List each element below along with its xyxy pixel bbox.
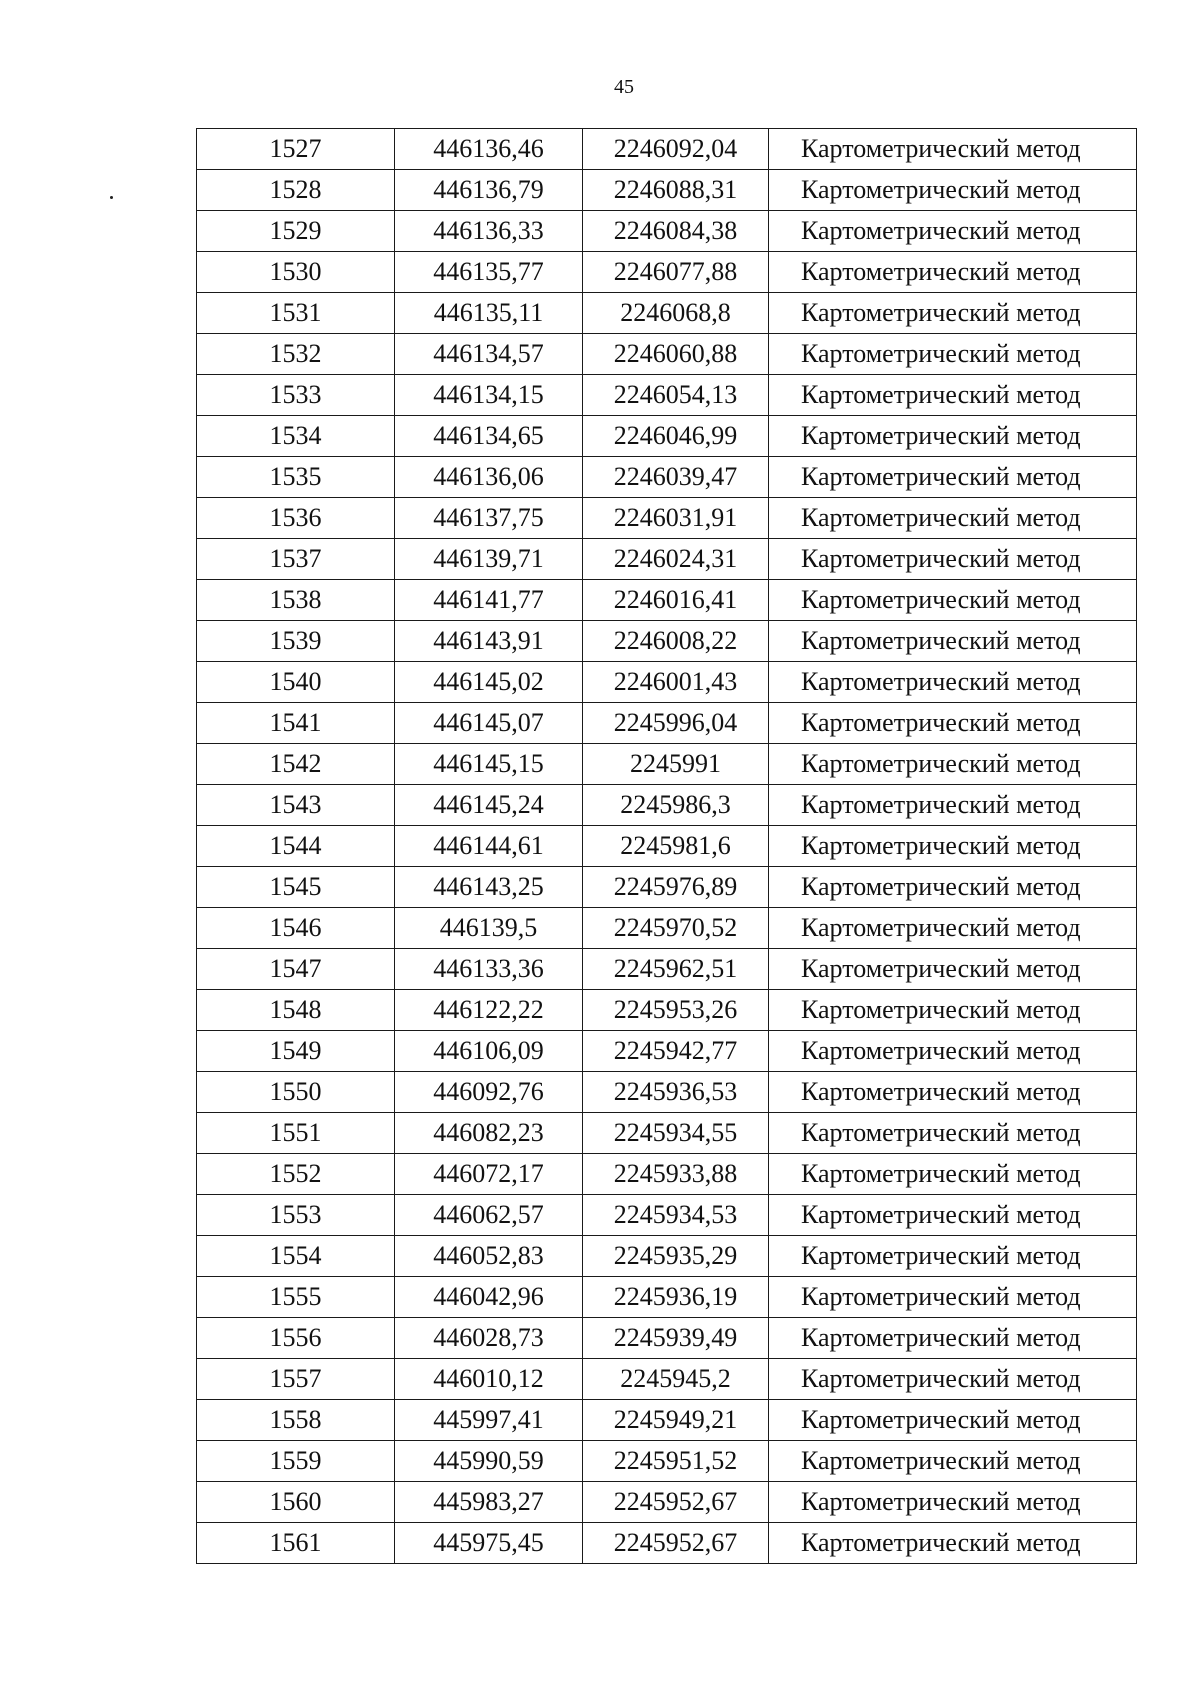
x-coordinate-cell: 446134,15 — [395, 375, 583, 416]
point-number-cell: 1545 — [197, 867, 395, 908]
table-row — [197, 211, 1137, 252]
y-coordinate-cell: 2245934,55 — [583, 1113, 769, 1154]
x-coordinate-cell: 446143,91 — [395, 621, 583, 662]
point-number-cell: 1546 — [197, 908, 395, 949]
method-cell: Картометрический метод — [769, 1072, 1137, 1113]
y-coordinate-cell: 2246084,38 — [583, 211, 769, 252]
y-coordinate-cell: 2246068,8 — [583, 293, 769, 334]
x-coordinate-cell: 446092,76 — [395, 1072, 583, 1113]
point-number-cell: 1536 — [197, 498, 395, 539]
method-cell: Картометрический метод — [769, 621, 1137, 662]
method-cell: Картометрический метод — [769, 1236, 1137, 1277]
table-row — [197, 293, 1137, 334]
table-row — [197, 621, 1137, 662]
table-row — [197, 867, 1137, 908]
x-coordinate-cell: 446106,09 — [395, 1031, 583, 1072]
point-number-cell: 1548 — [197, 990, 395, 1031]
table-row — [197, 1072, 1137, 1113]
x-coordinate-cell: 446082,23 — [395, 1113, 583, 1154]
y-coordinate-cell: 2245970,52 — [583, 908, 769, 949]
y-coordinate-cell: 2245991 — [583, 744, 769, 785]
x-coordinate-cell: 446133,36 — [395, 949, 583, 990]
method-cell: Картометрический метод — [769, 990, 1137, 1031]
x-coordinate-cell: 446139,71 — [395, 539, 583, 580]
x-coordinate-cell: 446010,12 — [395, 1359, 583, 1400]
method-cell: Картометрический метод — [769, 703, 1137, 744]
point-number-cell: 1527 — [197, 129, 395, 170]
table-row — [197, 1523, 1137, 1564]
point-number-cell: 1556 — [197, 1318, 395, 1359]
table-row — [197, 949, 1137, 990]
x-coordinate-cell: 446136,06 — [395, 457, 583, 498]
method-cell: Картометрический метод — [769, 416, 1137, 457]
method-cell: Картометрический метод — [769, 252, 1137, 293]
method-cell: Картометрический метод — [769, 1277, 1137, 1318]
table-row — [197, 1482, 1137, 1523]
method-cell: Картометрический метод — [769, 949, 1137, 990]
y-coordinate-cell: 2245933,88 — [583, 1154, 769, 1195]
table-row — [197, 1318, 1137, 1359]
y-coordinate-cell: 2245949,21 — [583, 1400, 769, 1441]
point-number-cell: 1550 — [197, 1072, 395, 1113]
x-coordinate-cell: 446145,07 — [395, 703, 583, 744]
table-row — [197, 416, 1137, 457]
table-row — [197, 1195, 1137, 1236]
point-number-cell: 1533 — [197, 375, 395, 416]
point-number-cell: 1553 — [197, 1195, 395, 1236]
point-number-cell: 1528 — [197, 170, 395, 211]
x-coordinate-cell: 446139,5 — [395, 908, 583, 949]
method-cell: Картометрический метод — [769, 1400, 1137, 1441]
x-coordinate-cell: 446136,33 — [395, 211, 583, 252]
point-number-cell: 1547 — [197, 949, 395, 990]
y-coordinate-cell: 2246024,31 — [583, 539, 769, 580]
x-coordinate-cell: 446145,15 — [395, 744, 583, 785]
point-number-cell: 1557 — [197, 1359, 395, 1400]
table-row — [197, 539, 1137, 580]
point-number-cell: 1532 — [197, 334, 395, 375]
table-row — [197, 1359, 1137, 1400]
y-coordinate-cell: 2246046,99 — [583, 416, 769, 457]
table-row — [197, 990, 1137, 1031]
method-cell: Картометрический метод — [769, 867, 1137, 908]
x-coordinate-cell: 445990,59 — [395, 1441, 583, 1482]
table-row — [197, 252, 1137, 293]
table-row — [197, 457, 1137, 498]
table-row — [197, 662, 1137, 703]
table-row — [197, 1031, 1137, 1072]
method-cell: Картометрический метод — [769, 1195, 1137, 1236]
x-coordinate-cell: 446136,79 — [395, 170, 583, 211]
x-coordinate-cell: 445997,41 — [395, 1400, 583, 1441]
y-coordinate-cell: 2245986,3 — [583, 785, 769, 826]
x-coordinate-cell: 446135,77 — [395, 252, 583, 293]
method-cell: Картометрический метод — [769, 1359, 1137, 1400]
point-number-cell: 1543 — [197, 785, 395, 826]
method-cell: Картометрический метод — [769, 293, 1137, 334]
table-row — [197, 908, 1137, 949]
point-number-cell: 1541 — [197, 703, 395, 744]
x-coordinate-cell: 446145,02 — [395, 662, 583, 703]
x-coordinate-cell: 446145,24 — [395, 785, 583, 826]
table-row — [197, 1154, 1137, 1195]
table-row — [197, 1277, 1137, 1318]
y-coordinate-cell: 2245936,19 — [583, 1277, 769, 1318]
point-number-cell: 1549 — [197, 1031, 395, 1072]
x-coordinate-cell: 446144,61 — [395, 826, 583, 867]
method-cell: Картометрический метод — [769, 908, 1137, 949]
method-cell: Картометрический метод — [769, 826, 1137, 867]
method-cell: Картометрический метод — [769, 211, 1137, 252]
table-row — [197, 1236, 1137, 1277]
y-coordinate-cell: 2245939,49 — [583, 1318, 769, 1359]
y-coordinate-cell: 2245952,67 — [583, 1523, 769, 1564]
method-cell: Картометрический метод — [769, 1441, 1137, 1482]
table-row — [197, 1400, 1137, 1441]
y-coordinate-cell: 2245951,52 — [583, 1441, 769, 1482]
point-number-cell: 1552 — [197, 1154, 395, 1195]
point-number-cell: 1538 — [197, 580, 395, 621]
y-coordinate-cell: 2246060,88 — [583, 334, 769, 375]
y-coordinate-cell: 2246016,41 — [583, 580, 769, 621]
table-row — [197, 498, 1137, 539]
point-number-cell: 1530 — [197, 252, 395, 293]
x-coordinate-cell: 446042,96 — [395, 1277, 583, 1318]
point-number-cell: 1531 — [197, 293, 395, 334]
method-cell: Картометрический метод — [769, 170, 1137, 211]
point-number-cell: 1554 — [197, 1236, 395, 1277]
x-coordinate-cell: 445975,45 — [395, 1523, 583, 1564]
y-coordinate-cell: 2246001,43 — [583, 662, 769, 703]
x-coordinate-cell: 446072,17 — [395, 1154, 583, 1195]
y-coordinate-cell: 2246031,91 — [583, 498, 769, 539]
method-cell: Картометрический метод — [769, 580, 1137, 621]
method-cell: Картометрический метод — [769, 1318, 1137, 1359]
y-coordinate-cell: 2246088,31 — [583, 170, 769, 211]
point-number-cell: 1529 — [197, 211, 395, 252]
method-cell: Картометрический метод — [769, 744, 1137, 785]
table-row — [197, 785, 1137, 826]
table-row — [197, 170, 1137, 211]
method-cell: Картометрический метод — [769, 662, 1137, 703]
y-coordinate-cell: 2245945,2 — [583, 1359, 769, 1400]
table-row — [197, 1441, 1137, 1482]
point-number-cell: 1544 — [197, 826, 395, 867]
y-coordinate-cell: 2246077,88 — [583, 252, 769, 293]
method-cell: Картометрический метод — [769, 334, 1137, 375]
method-cell: Картометрический метод — [769, 457, 1137, 498]
table-row — [197, 375, 1137, 416]
method-cell: Картометрический метод — [769, 1113, 1137, 1154]
point-number-cell: 1551 — [197, 1113, 395, 1154]
y-coordinate-cell: 2245942,77 — [583, 1031, 769, 1072]
y-coordinate-cell: 2245996,04 — [583, 703, 769, 744]
y-coordinate-cell: 2246008,22 — [583, 621, 769, 662]
x-coordinate-cell: 445983,27 — [395, 1482, 583, 1523]
x-coordinate-cell: 446137,75 — [395, 498, 583, 539]
point-number-cell: 1537 — [197, 539, 395, 580]
point-number-cell: 1542 — [197, 744, 395, 785]
method-cell: Картометрический метод — [769, 1523, 1137, 1564]
x-coordinate-cell: 446141,77 — [395, 580, 583, 621]
table-row — [197, 703, 1137, 744]
y-coordinate-cell: 2245981,6 — [583, 826, 769, 867]
point-number-cell: 1535 — [197, 457, 395, 498]
x-coordinate-cell: 446134,57 — [395, 334, 583, 375]
method-cell: Картометрический метод — [769, 375, 1137, 416]
point-number-cell: 1560 — [197, 1482, 395, 1523]
y-coordinate-cell: 2246039,47 — [583, 457, 769, 498]
table-row — [197, 1113, 1137, 1154]
method-cell: Картометрический метод — [769, 1482, 1137, 1523]
scan-speck — [110, 196, 113, 199]
point-number-cell: 1561 — [197, 1523, 395, 1564]
y-coordinate-cell: 2245976,89 — [583, 867, 769, 908]
y-coordinate-cell: 2246054,13 — [583, 375, 769, 416]
table-row — [197, 129, 1137, 170]
x-coordinate-cell: 446143,25 — [395, 867, 583, 908]
y-coordinate-cell: 2245936,53 — [583, 1072, 769, 1113]
point-number-cell: 1534 — [197, 416, 395, 457]
y-coordinate-cell: 2245935,29 — [583, 1236, 769, 1277]
x-coordinate-cell: 446062,57 — [395, 1195, 583, 1236]
coordinates-table — [196, 128, 1137, 1564]
method-cell: Картометрический метод — [769, 129, 1137, 170]
x-coordinate-cell: 446135,11 — [395, 293, 583, 334]
y-coordinate-cell: 2245953,26 — [583, 990, 769, 1031]
x-coordinate-cell: 446134,65 — [395, 416, 583, 457]
table-row — [197, 580, 1137, 621]
y-coordinate-cell: 2245934,53 — [583, 1195, 769, 1236]
x-coordinate-cell: 446122,22 — [395, 990, 583, 1031]
point-number-cell: 1558 — [197, 1400, 395, 1441]
table-row — [197, 334, 1137, 375]
table-row — [197, 826, 1137, 867]
page-number: 45 — [614, 76, 634, 98]
point-number-cell: 1559 — [197, 1441, 395, 1482]
y-coordinate-cell: 2246092,04 — [583, 129, 769, 170]
method-cell: Картометрический метод — [769, 539, 1137, 580]
coordinates-table-body — [197, 129, 1137, 1564]
x-coordinate-cell: 446052,83 — [395, 1236, 583, 1277]
y-coordinate-cell: 2245952,67 — [583, 1482, 769, 1523]
method-cell: Картометрический метод — [769, 785, 1137, 826]
point-number-cell: 1540 — [197, 662, 395, 703]
x-coordinate-cell: 446028,73 — [395, 1318, 583, 1359]
y-coordinate-cell: 2245962,51 — [583, 949, 769, 990]
method-cell: Картометрический метод — [769, 1031, 1137, 1072]
method-cell: Картометрический метод — [769, 1154, 1137, 1195]
method-cell: Картометрический метод — [769, 498, 1137, 539]
table-row — [197, 744, 1137, 785]
x-coordinate-cell: 446136,46 — [395, 129, 583, 170]
point-number-cell: 1555 — [197, 1277, 395, 1318]
point-number-cell: 1539 — [197, 621, 395, 662]
